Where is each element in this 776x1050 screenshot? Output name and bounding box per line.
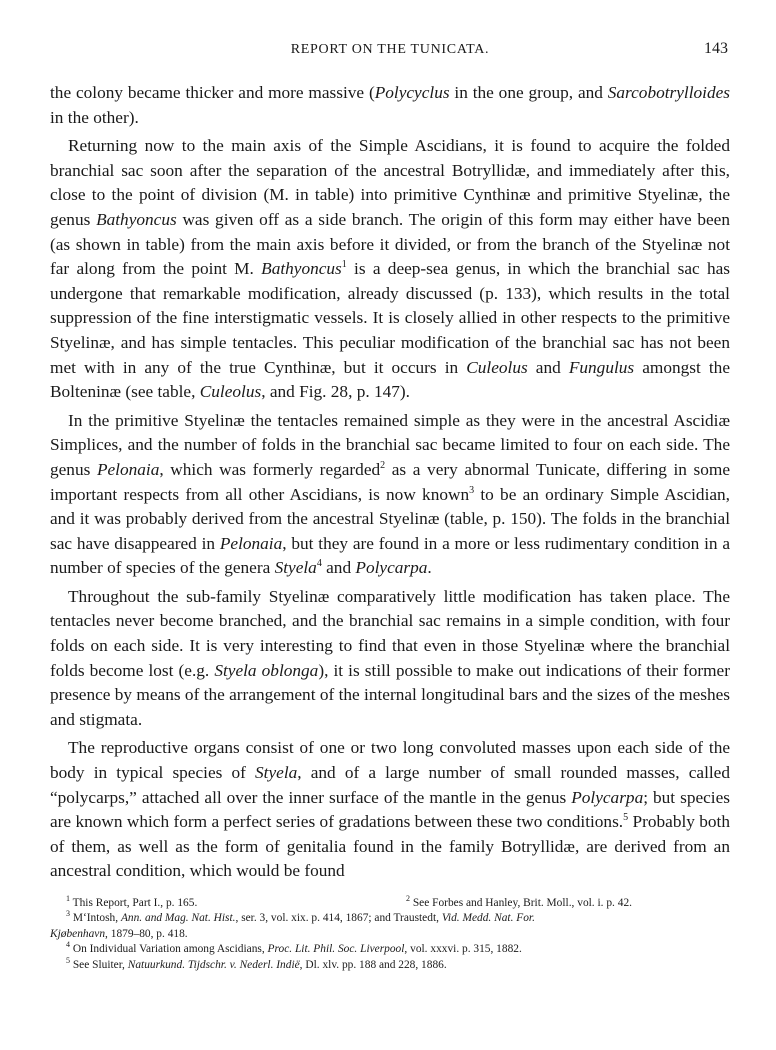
footnotes <box>50 896 730 973</box>
footnote-marker: 4 <box>66 940 70 950</box>
body-text <box>50 81 730 884</box>
paragraph <box>50 81 730 130</box>
footnote-marker: 3 <box>66 909 70 919</box>
paragraph <box>50 736 730 884</box>
italic-text: Proc. Lit. Phil. Soc. Liverpool <box>267 943 405 956</box>
text-run: , and of a large number of small rounded masses, called “polycarps,” attached all over the inner surface of the mantle in the genus <box>50 763 730 807</box>
page-number: 143 <box>704 40 728 57</box>
text-run: and <box>527 357 569 377</box>
text-run: in the one group, and <box>449 83 608 102</box>
page <box>50 38 730 973</box>
italic-text: Ann. and Mag. Nat. Hist. <box>120 912 236 925</box>
footnote-5 <box>50 955 730 973</box>
paragraph <box>50 585 730 733</box>
text-run: the colony became thicker and more massive ( <box>50 83 375 102</box>
footnote-marker: 2 <box>406 894 410 903</box>
text-run: , vol. xxxvi. p. 315, 1882. <box>404 943 522 956</box>
text-run: , 1879–80, p. 418. <box>105 927 188 940</box>
footnote-marker: 3 <box>469 484 475 496</box>
footnote-2 <box>390 896 632 911</box>
italic-text: Bathyoncus <box>261 259 342 279</box>
footnote-4 <box>50 942 730 957</box>
footnote-marker: 5 <box>623 812 629 824</box>
text-run: , which was formerly regarded <box>159 459 381 479</box>
footnote-marker: 1 <box>341 259 347 271</box>
text-run: In the primitive Styelinæ the tentacles remained simple as they were in the ancestral Ascidiæ Simplices, and the number of folds in the branchial sac became limited to four on each side. The genus <box>50 410 730 479</box>
italic-text: Styela <box>255 763 298 783</box>
italic-text: Bathyoncus <box>96 209 177 229</box>
italic-text: Natuurkund. Tijdschr. v. Nederl. Indië <box>127 958 300 971</box>
footnote-3-continued <box>50 927 730 942</box>
text-run: The reproductive organs consist of one or two long convoluted masses upon each side of the body in typical species of <box>50 738 730 783</box>
text-run: , but they are found in a more or less rudimentary condition in a number of species of the genera <box>50 533 730 578</box>
footnote-3 <box>50 911 730 926</box>
text-run: in the other). <box>50 107 139 127</box>
text-run: was given off as a side branch. The origin of this form may either have been (as shown in table) from the main axis before it divided, or from the branch of the Styelinæ not far along from the point M. <box>50 209 730 279</box>
footnote-marker: 2 <box>380 459 386 471</box>
text-run: This Report, Part I., p. 165. <box>70 897 198 909</box>
text-run: Probably both of them, as well as the form of genitalia found in the family Botryllidæ, are derived from an ancestral condition, which would be found <box>50 812 730 881</box>
text-run: , ser. 3, vol. xix. p. 414, 1867; and Traustedt, <box>235 912 442 925</box>
italic-text: Vid. Medd. Nat. For. <box>441 912 535 925</box>
text-run: See Forbes and Hanley, Brit. Moll., vol. i. p. 42. <box>410 897 632 909</box>
running-head <box>50 38 730 64</box>
paragraph <box>50 409 730 581</box>
text-run: is a deep-sea genus, in which the branchial sac has undergone that remarkable modification, already discussed (p. 133), which results in the total suppression of the fine interstigmatic vessels. It is closely allied in other respects to the primitive Styelinæ, and has simple tentacles. This peculiar modification of the branchial sac has not been met with in any of the true Cynthinæ, but it occurs in <box>50 259 730 377</box>
text-run: amongst the Bolteninæ (see table, <box>50 357 730 402</box>
text-run: M‘Intosh, <box>70 912 121 925</box>
text-run: , and Fig. 28, p. 147). <box>261 382 410 402</box>
footnote-row <box>50 896 730 911</box>
footnote-marker: 1 <box>66 894 70 903</box>
text-run: as a very abnormal Tunicate, differing in some important respects from all other Ascidians, is now known <box>50 459 730 504</box>
text-run: and <box>321 558 356 578</box>
text-run: , Dl. xlv. pp. 188 and 228, 1886. <box>299 958 447 971</box>
italic-text: Sarcobotrylloides <box>607 83 730 102</box>
italic-text: Styela <box>274 558 317 578</box>
text-run: to be an ordinary Simple Ascidian, and it was probably derived from the ancestral Styelinæ (table, p. 150). The folds in the branchial sac have disappeared in <box>50 484 730 553</box>
text-run: ; but species are known which form a perfect series of gradations between these two conditions. <box>50 787 730 832</box>
italic-text: Culeolus <box>199 382 262 402</box>
footnote-1 <box>50 896 390 911</box>
italic-text: Pelonaia <box>96 459 160 479</box>
text-run: On Individual Variation among Ascidians, <box>70 943 268 956</box>
italic-text: Polycarpa <box>355 558 428 578</box>
italic-text: Kjøbenhavn <box>50 927 106 940</box>
italic-text: Polycarpa <box>571 787 644 807</box>
running-title: REPORT ON THE TUNICATA. <box>290 42 490 57</box>
paragraph <box>50 134 730 405</box>
italic-text: Pelonaia <box>219 533 283 553</box>
text-run: . <box>427 558 432 578</box>
italic-text: Polycyclus <box>374 83 450 102</box>
text-run: Returning now to the main axis of the Simple Ascidians, it is found to acquire the folded branchial sac soon after the separation of the ancestral Botryllidæ, and immediately after this, close to the point of division (M. in table) into primitive Cynthinæ and primitive Styelinæ, the genus <box>50 136 730 229</box>
footnote-marker: 5 <box>66 955 70 965</box>
text-run: Throughout the sub-family Styelinæ comparatively little modification has taken place. The tentacles never become branched, and the branchial sac remains in a simple condition, with four folds on each side. It is very interesting to find that even in those Styelinæ where the branchial folds become lost (e.g. <box>50 586 730 680</box>
italic-text: Culeolus <box>466 357 528 377</box>
footnote-marker: 4 <box>316 558 322 570</box>
text-run: See Sluiter, <box>70 958 128 971</box>
italic-text: Styela oblonga <box>214 660 319 680</box>
text-run: ), it is still possible to make out indications of their former presence by means of the arrangement of the internal longitudinal bars and the sizes of the meshes and stigmata. <box>50 660 730 729</box>
italic-text: Fungulus <box>568 357 635 377</box>
